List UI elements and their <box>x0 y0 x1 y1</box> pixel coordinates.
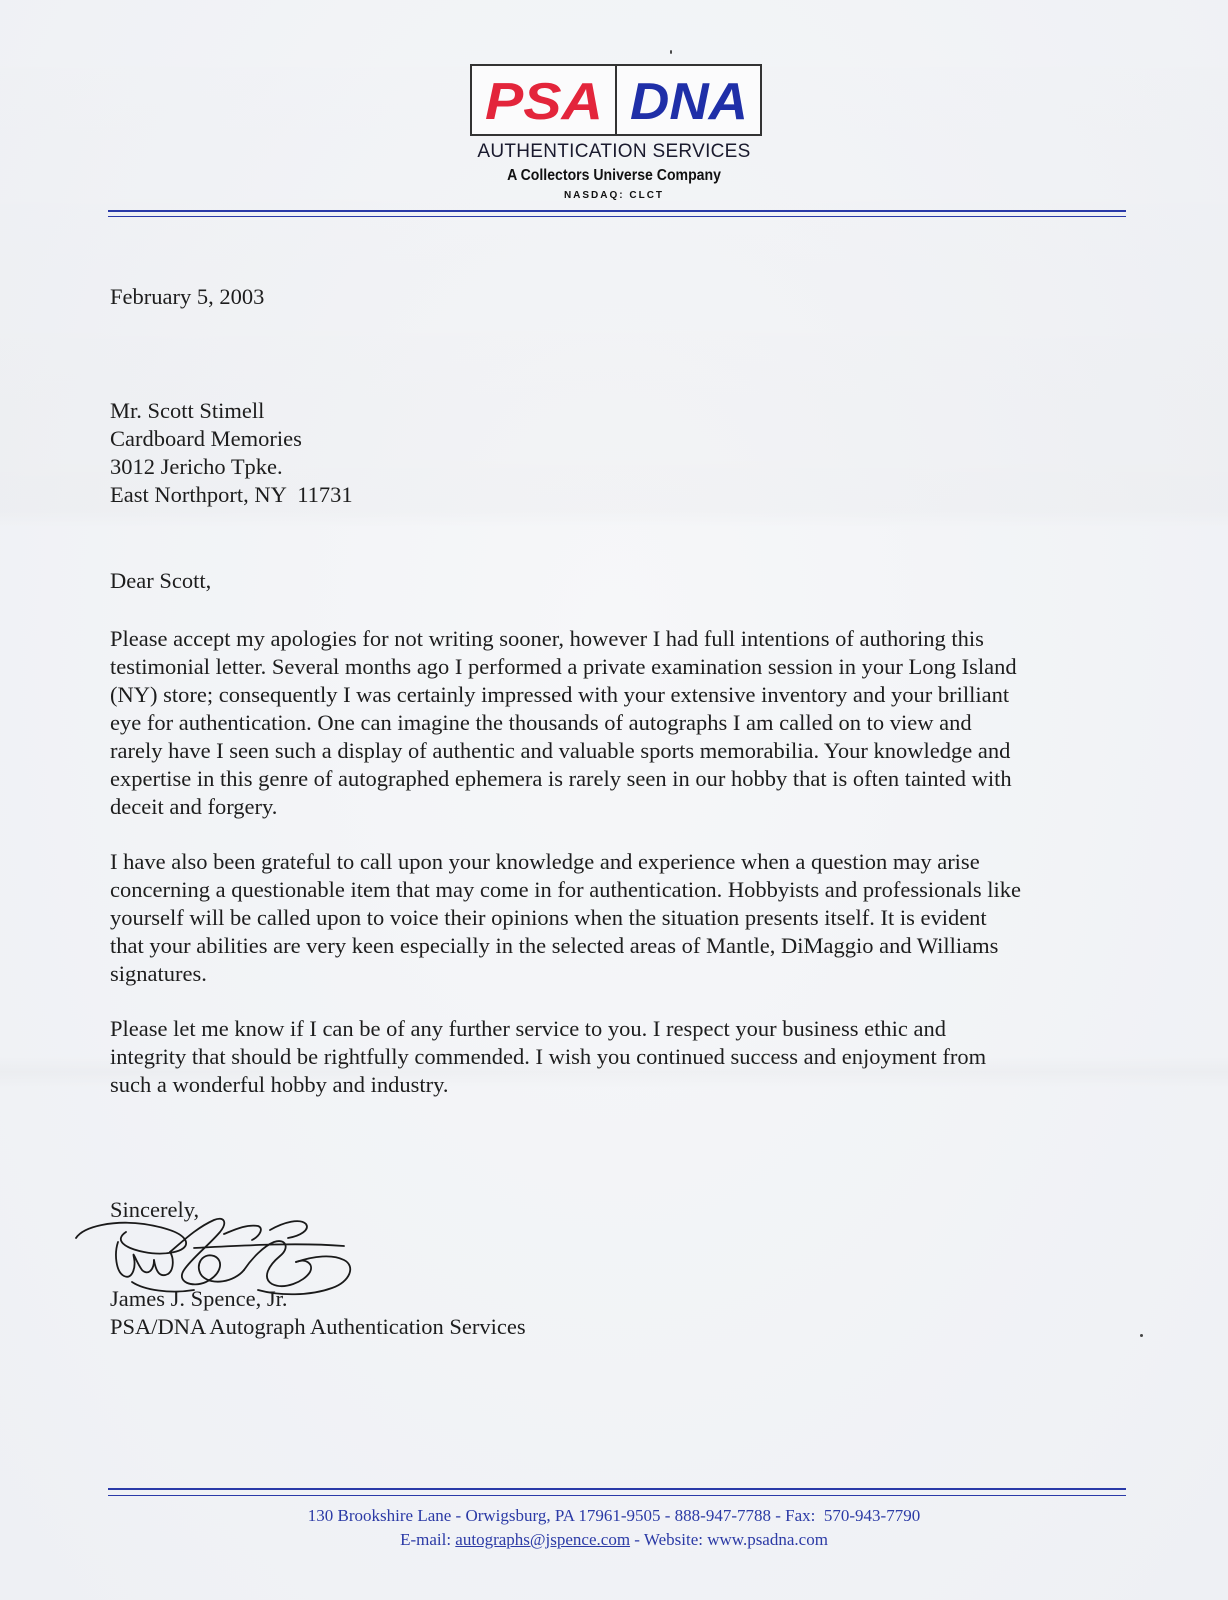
psa-dna-logo <box>470 64 762 136</box>
paragraph-line: (NY) store; consequently I was certainly impressed with your extensive inventory and your brilliant <box>110 682 1010 707</box>
body-paragraph-1 <box>110 625 1125 821</box>
paragraph-line: integrity that should be rightfully commended. I wish you continued success and enjoyment from <box>110 1044 987 1069</box>
email-link[interactable]: autographs@jspence.com <box>455 1530 631 1549</box>
paragraph-line: Please let me know if I can be of any further service to you. I respect your business ethic and <box>110 1016 946 1041</box>
letter-date: February 5, 2003 <box>110 284 265 309</box>
email-label: E-mail: <box>400 1530 452 1549</box>
footer-rule-bottom <box>108 1495 1126 1496</box>
closing: Sincerely, <box>110 1197 200 1222</box>
ticker-line: NASDAQ: CLCT <box>563 190 665 201</box>
psa-logo-mark <box>472 66 617 134</box>
signer-title: PSA/DNA Autograph Authentication Services <box>110 1314 526 1339</box>
paragraph-line: testimonial letter. Several months ago I performed a private examination session in your Long Island <box>110 654 1017 679</box>
psa-logo-icon <box>482 75 606 125</box>
dna-logo-text: DNA <box>629 75 748 125</box>
paper-speck <box>670 50 672 54</box>
signer-name: James J. Spence, Jr. <box>110 1286 288 1311</box>
recipient-name: Mr. Scott Stimell <box>110 398 265 423</box>
website-link[interactable]: www.psadna.com <box>707 1530 828 1549</box>
paragraph-line: rarely have I seen such a display of authentic and valuable sports memorabilia. Your knowledge and <box>110 738 1011 763</box>
body-paragraph-2 <box>110 848 1125 988</box>
website-label: - Website: <box>634 1530 703 1549</box>
company-line: A Collectors Universe Company <box>507 167 721 184</box>
paragraph-line: such a wonderful hobby and industry. <box>110 1072 449 1097</box>
paragraph-line: Please accept my apologies for not writing sooner, however I had full intentions of authoring this <box>110 626 984 651</box>
recipient-company: Cardboard Memories <box>110 426 302 451</box>
paragraph-line: I have also been grateful to call upon your knowledge and experience when a question may arise <box>110 849 980 874</box>
body-paragraph-3 <box>110 1015 1125 1099</box>
footer-contact <box>0 1530 1228 1550</box>
paragraph-line: concerning a questionable item that may come in for authentication. Hobbyists and professionals like <box>110 877 1022 902</box>
paragraph-line: expertise in this genre of autographed ephemera is rarely seen in our hobby that is often tainted with <box>110 766 1012 791</box>
footer-rule-top <box>108 1488 1126 1490</box>
salutation: Dear Scott, <box>110 568 212 593</box>
paragraph-line: that your abilities are very keen especially in the selected areas of Mantle, DiMaggio and Williams <box>110 933 999 958</box>
header-rule-top <box>108 210 1126 212</box>
paragraph-line: eye for authentication. One can imagine the thousands of autographs I am called on to view and <box>110 710 972 735</box>
paragraph-line: yourself will be called upon to voice their opinions when the situation presents itself. It is evident <box>110 905 987 930</box>
recipient-city: East Northport, NY 11731 <box>110 482 353 507</box>
header-rule-bottom <box>108 216 1126 217</box>
paragraph-line: deceit and forgery. <box>110 794 278 819</box>
dna-logo-mark <box>617 66 760 134</box>
recipient-street: 3012 Jericho Tpke. <box>110 454 283 479</box>
service-line: AUTHENTICATION SERVICES <box>477 141 751 162</box>
psa-logo-text: PSA <box>484 75 603 125</box>
dna-logo-icon <box>627 75 751 125</box>
paragraph-line: signatures. <box>110 961 207 986</box>
footer-address: 130 Brookshire Lane - Orwigsburg, PA 17961-9505 - 888-947-7788 - Fax: 570-943-7790 <box>307 1506 921 1525</box>
paper-speck <box>1140 1334 1143 1337</box>
